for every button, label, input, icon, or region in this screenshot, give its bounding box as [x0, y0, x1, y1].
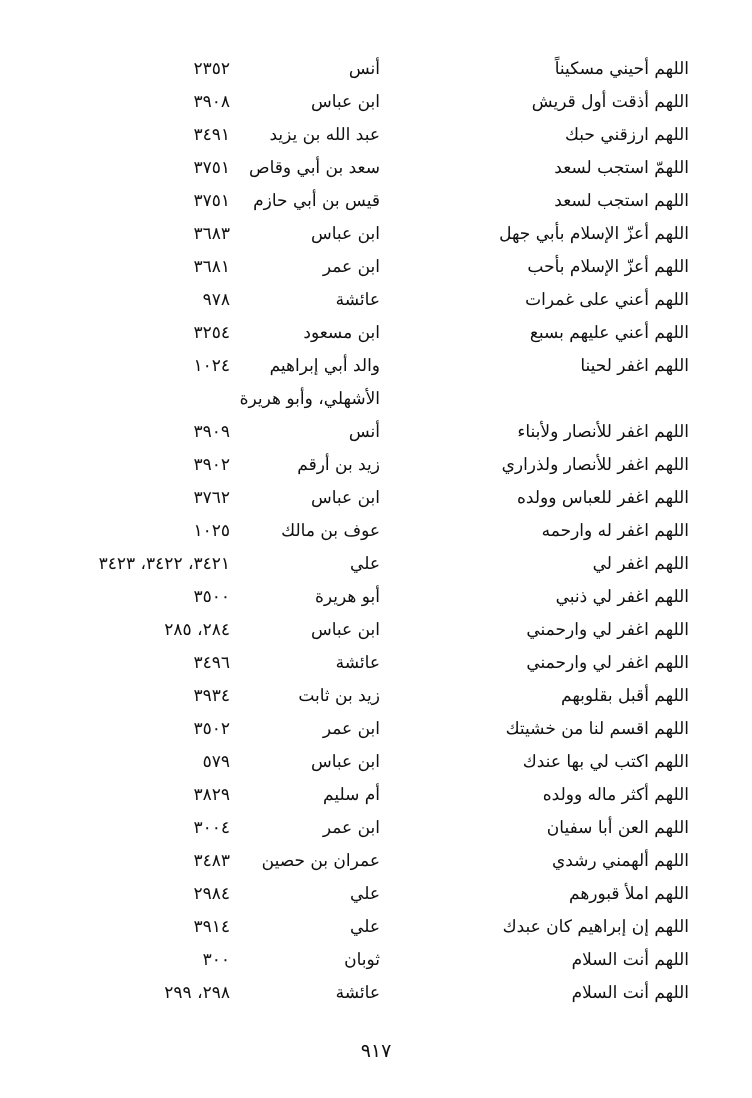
- hadith-phrase: اللهم اغفر للعباس وولده: [517, 488, 689, 508]
- index-row: [0, 581, 752, 614]
- index-row: [0, 416, 752, 449]
- hadith-phrase: اللهم اغفر للأنصار ولذراري: [501, 455, 689, 475]
- index-row: [0, 482, 752, 515]
- narrator-name: سعد بن أبي وقاص: [249, 158, 380, 178]
- narrator-name: عبد الله بن يزيد: [269, 125, 380, 145]
- hadith-numbers: ٣٧٥١: [193, 191, 230, 211]
- hadith-phrase: اللهم اغفر لي وارحمني: [526, 620, 689, 640]
- narrator-name: ابن عباس: [310, 92, 380, 112]
- hadith-numbers: ٣٤٩١: [193, 125, 230, 145]
- hadith-phrase: اللهم اغفر للأنصار ولأبناء: [517, 422, 689, 442]
- narrator-name: عوف بن مالك: [281, 521, 380, 541]
- index-row: [0, 911, 752, 944]
- hadith-phrase: اللهم اقسم لنا من خشيتك: [505, 719, 689, 739]
- narrator-name: ابن مسعود: [303, 323, 380, 343]
- narrator-name: ابن عباس: [310, 620, 380, 640]
- index-row: [0, 779, 752, 812]
- index-row: [0, 845, 752, 878]
- hadith-phrase: اللهم اغفر لي ذنبي: [555, 587, 689, 607]
- index-row: [0, 647, 752, 680]
- narrator-name: علي: [350, 884, 380, 904]
- hadith-numbers: ٣٤٩٦: [193, 653, 230, 673]
- narrator-name: ابن عمر: [322, 257, 380, 277]
- index-row: [0, 977, 752, 1010]
- narrator-name: الأشهلي، وأبو هريرة: [239, 389, 380, 409]
- index-row: [0, 713, 752, 746]
- narrator-name: أم سليم: [323, 785, 380, 805]
- hadith-numbers: ١٠٢٤: [193, 356, 230, 376]
- narrator-name: أبو هريرة: [314, 587, 380, 607]
- index-row: [0, 614, 752, 647]
- index-row: [0, 152, 752, 185]
- page-number: ٩١٧: [360, 1040, 392, 1062]
- narrator-name: عمران بن حصين: [261, 851, 380, 871]
- index-row: [0, 185, 752, 218]
- hadith-numbers: ٢٣٥٢: [193, 59, 230, 79]
- narrator-name: ابن عباس: [310, 752, 380, 772]
- narrator-name: والد أبي إبراهيم: [269, 356, 380, 376]
- narrator-name: ابن عباس: [310, 488, 380, 508]
- index-row: [0, 944, 752, 977]
- hadith-numbers: ٢٨٤، ٢٨٥: [164, 620, 230, 640]
- hadith-numbers: ٣٥٠٢: [193, 719, 230, 739]
- narrator-name: ابن عباس: [310, 224, 380, 244]
- index-row: [0, 746, 752, 779]
- hadith-phrase: اللهم اغفر له وارحمه: [541, 521, 689, 541]
- hadith-phrase: اللهم أقبل بقلوبهم: [561, 686, 689, 706]
- hadith-phrase: اللهم أنت السلام: [571, 950, 689, 970]
- index-row: [0, 515, 752, 548]
- narrator-name: زيد بن أرقم: [297, 455, 380, 475]
- index-row: [0, 218, 752, 251]
- narrator-name: علي: [350, 554, 380, 574]
- hadith-phrase: اللهم اغفر لي: [592, 554, 689, 574]
- hadith-phrase: اللهم إن إبراهيم كان عبدك: [502, 917, 689, 937]
- narrator-name: علي: [350, 917, 380, 937]
- hadith-phrase: اللهم أنت السلام: [571, 983, 689, 1003]
- narrator-name: ابن عمر: [322, 818, 380, 838]
- hadith-phrase: اللهم أحيني مسكيناً: [554, 59, 689, 79]
- hadith-numbers: ٥٧٩: [202, 752, 230, 772]
- index-row: [0, 449, 752, 482]
- narrator-name: زيد بن ثابت: [298, 686, 380, 706]
- hadith-numbers: ٣٧٥١: [193, 158, 230, 178]
- hadith-numbers: ٣٢٥٤: [193, 323, 230, 343]
- hadith-phrase: اللهم أعزّ الإسلام بأبي جهل: [499, 224, 689, 244]
- hadith-phrase: اللهم ألهمني رشدي: [551, 851, 689, 871]
- hadith-numbers: ٢٩٨، ٢٩٩: [164, 983, 230, 1003]
- index-table: [0, 53, 752, 1010]
- hadith-phrase: اللهم اغفر لي وارحمني: [526, 653, 689, 673]
- hadith-numbers: ٢٩٨٤: [193, 884, 230, 904]
- index-row: [0, 53, 752, 86]
- narrator-name: قيس بن أبي حازم: [253, 191, 380, 211]
- hadith-phrase: اللهم اغفر لحينا: [580, 356, 689, 376]
- hadith-phrase: اللهم أعني على غمرات: [525, 290, 689, 310]
- index-row: [0, 86, 752, 119]
- hadith-numbers: ٣٧٦٢: [193, 488, 230, 508]
- hadith-numbers: ٩٧٨: [202, 290, 230, 310]
- hadith-numbers: ٣٥٠٠: [193, 587, 230, 607]
- hadith-numbers: ٣٠٠٤: [193, 818, 230, 838]
- hadith-phrase: اللهمّ استجب لسعد: [554, 158, 689, 178]
- hadith-numbers: ٣٤٨٣: [193, 851, 230, 871]
- index-row: [0, 383, 752, 416]
- index-row: [0, 317, 752, 350]
- hadith-numbers: ٣٩٣٤: [193, 686, 230, 706]
- narrator-name: أنس: [348, 422, 380, 442]
- hadith-phrase: اللهم العن أبا سفيان: [546, 818, 689, 838]
- hadith-phrase: اللهم أعني عليهم بسبع: [529, 323, 689, 343]
- hadith-numbers: ٣٩١٤: [193, 917, 230, 937]
- hadith-phrase: اللهم أذقت أول قريش: [531, 92, 689, 112]
- index-row: [0, 548, 752, 581]
- hadith-numbers: ٣٦٨١: [193, 257, 230, 277]
- hadith-numbers: ٣٩٠٨: [193, 92, 230, 112]
- index-row: [0, 251, 752, 284]
- index-row: [0, 350, 752, 383]
- index-row: [0, 119, 752, 152]
- hadith-numbers: ٣٩٠٢: [193, 455, 230, 475]
- hadith-numbers: ٣٦٨٣: [193, 224, 230, 244]
- narrator-name: أنس: [348, 59, 380, 79]
- index-row: [0, 284, 752, 317]
- index-row: [0, 680, 752, 713]
- narrator-name: عائشة: [335, 983, 380, 1003]
- hadith-numbers: ٣٩٠٩: [193, 422, 230, 442]
- hadith-phrase: اللهم ارزقني حبك: [564, 125, 689, 145]
- hadith-phrase: اللهم اكتب لي بها عندك: [522, 752, 689, 772]
- hadith-numbers: ٣٠٠: [202, 950, 230, 970]
- narrator-name: ابن عمر: [322, 719, 380, 739]
- hadith-numbers: ١٠٢٥: [193, 521, 230, 541]
- hadith-phrase: اللهم املأ قبورهم: [569, 884, 689, 904]
- hadith-phrase: اللهم أعزّ الإسلام بأحب: [527, 257, 689, 277]
- hadith-numbers: ٣٤٢١، ٣٤٢٢، ٣٤٢٣: [98, 554, 230, 574]
- hadith-phrase: اللهم استجب لسعد: [554, 191, 689, 211]
- index-row: [0, 812, 752, 845]
- narrator-name: ثوبان: [344, 950, 380, 970]
- narrator-name: عائشة: [335, 290, 380, 310]
- hadith-phrase: اللهم أكثر ماله وولده: [542, 785, 689, 805]
- narrator-name: عائشة: [335, 653, 380, 673]
- hadith-numbers: ٣٨٢٩: [193, 785, 230, 805]
- index-row: [0, 878, 752, 911]
